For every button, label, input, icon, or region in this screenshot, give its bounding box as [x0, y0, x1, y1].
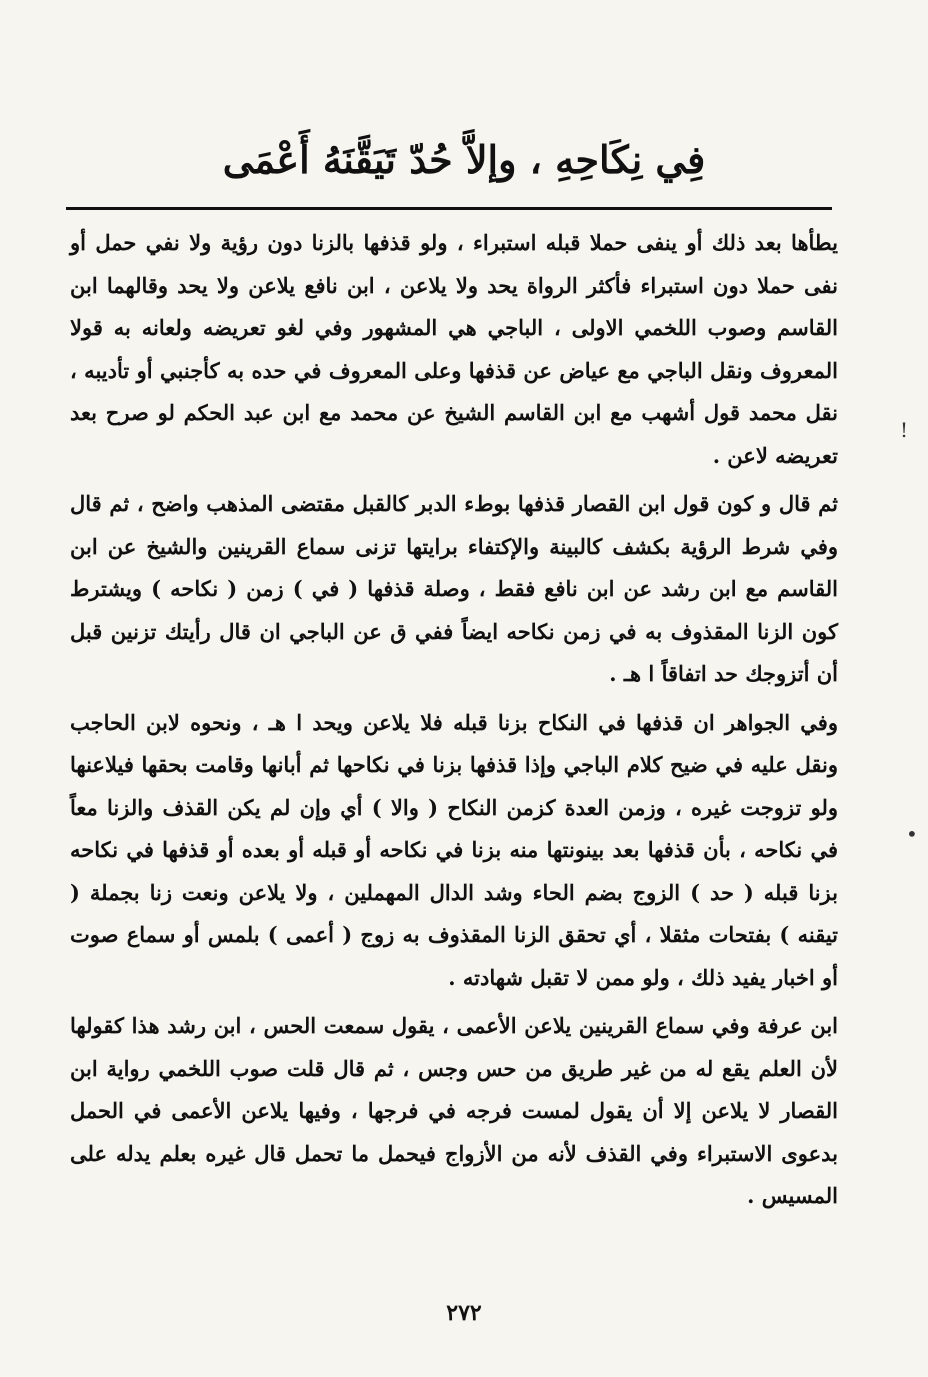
body-text [70, 222, 838, 1218]
heading-rule [66, 207, 832, 210]
margin-mark-2: • [906, 822, 918, 846]
paragraph-3: وفي الجواهر ان قذفها في النكاح بزنا قبله فلا يلاعن ويحد ا هـ ، ونحوه لابن الحاجب ونقل عليه في ضيح كلام الباجي وإذا قذفها بزنا في نكاحها ثم أبانها وقامت بحقها فيلاعنها ولو تزوجت غيره ، وزمن العدة كزمن النكاح ( والا ) أي وإن لم يكن القذف والزنا معاً في نكاحه ، بأن قذفها بعد بينونتها منه بزنا في نكاحه أو قبله أو بعده أو قذفها في نكاحه بزنا قبله ( حد ) الزوج بضم الحاء وشد الدال المهملين ، ولا يلاعن ونعت زنا بجملة ( تيقنه ) بفتحات مثقلا ، أي تحقق الزنا المقذوف به زوج ( أعمى ) بلمس أو سماع صوت أو اخبار يفيد ذلك ، ولو ممن لا تقبل شهادته . [70, 709, 838, 990]
page-heading: فِي نِكَاحِهِ ، وإلاَّ حُدّ تَيَقَّنَهُ أَعْمَى [222, 137, 706, 182]
margin-mark-1: ! [900, 418, 909, 442]
paragraph-2: ثم قال و كون قول ابن القصار قذفها بوطء الدبر كالقبل مقتضى المذهب واضح ، ثم قال وفي شرط الرؤية بكشف كالبينة والإكتفاء برايتها تزنى سماع القرينين والشيخ عن ابن القاسم مع ابن رشد عن ابن نافع فقط ، وصلة قذفها ( في ) زمن ( نكاحه ) ويشترط كون الزنا المقذوف به في زمن نكاحه ايضاً ففي ق عن الباجي ان قال رأيتك تزنين قبل أن أتزوجك حد اتفاقاً ا هـ . [70, 491, 838, 686]
paragraph-1: يطأها بعد ذلك أو ينفى حملا قبله استبراء ، ولو قذفها بالزنا دون رؤية ولا نفي حمل أو نفى حملا دون استبراء فأكثر الرواة يحد ولا يلاعن ، ابن نافع يلاعن ولا يحد وقالهما ابن القاسم وصوب اللخمي الاولى ، الباجي هي المشهور وفي لغو تعريضه ولعانه به قولا المعروف ونقل الباجي مع عياض عن قذفها وعلى المعروف في حده به كأجنبي أو تأديبه ، نقل محمد قول أشهب مع ابن القاسم الشيخ عن محمد مع ابن عبد الحكم لو صرح بعد تعريضه لاعن . [70, 230, 838, 468]
paragraph-4: ابن عرفة وفي سماع القرينين يلاعن الأعمى ، يقول سمعت الحس ، ابن رشد هذا كقولها لأن العلم يقع له من غير طريق من حس وجس ، ثم قال قلت صوب اللخمي رواية ابن القصار لا يلاعن إلا أن يقول لمست فرجه في فرجها ، وفيها يلاعن الأعمى في الحمل بدعوى الاستبراء وفي القذف لأنه من الأزواج فيحمل ما تحمل قال غيره بعلم يدله على المسيس . [70, 1013, 838, 1208]
page-number: ٢٧٢ [446, 1300, 482, 1326]
